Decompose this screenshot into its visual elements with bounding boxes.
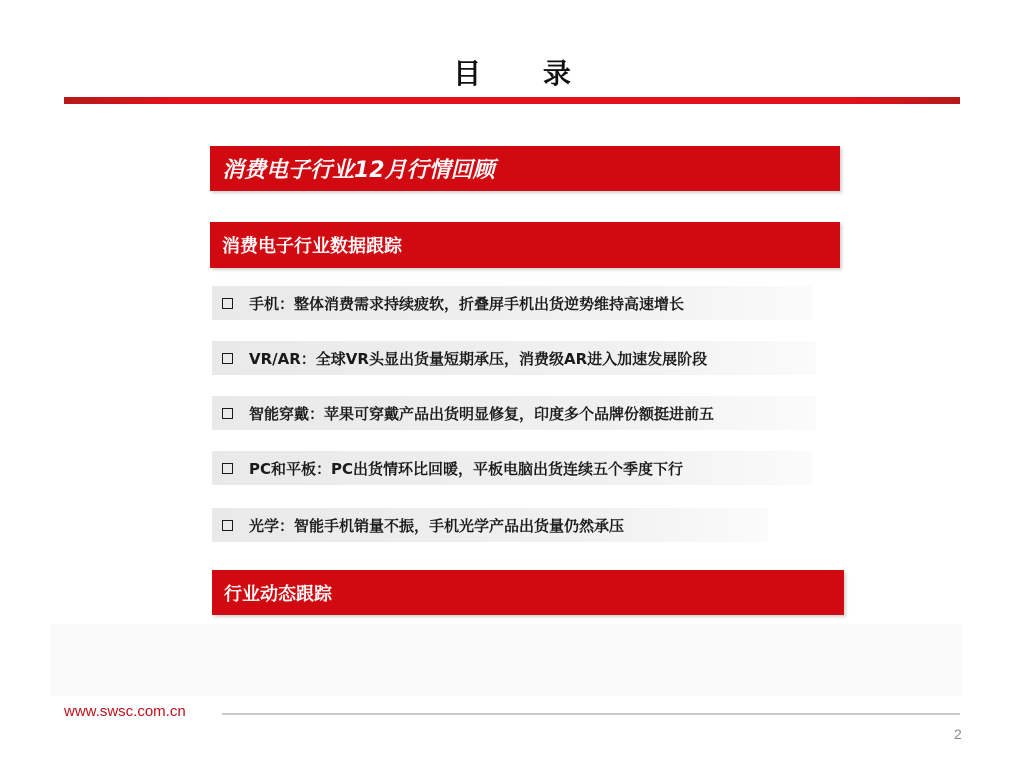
bullet-icon: [222, 353, 233, 364]
section-dynamics-label: 行业动态跟踪: [224, 583, 332, 605]
toc-item-pc-tablet[interactable]: [212, 451, 812, 485]
section-dynamics[interactable]: [212, 570, 844, 615]
section-tracking[interactable]: [210, 222, 840, 268]
toc-item-label: 手机：整体消费需求持续疲软，折叠屏手机出货逆势维持高速增长: [249, 294, 685, 313]
background-panel: [50, 624, 962, 696]
bullet-icon: [222, 408, 233, 419]
toc-item-label: 智能穿戴：苹果可穿戴产品出货明显修复，印度多个品牌份额挺进前五: [249, 404, 715, 423]
toc-item-label: 光学：智能手机销量不振，手机光学产品出货量仍然承压: [249, 516, 625, 535]
section-review-label: 消费电子行业12月行情回顾: [222, 158, 495, 183]
page-title: 目 录: [453, 57, 597, 90]
bullet-icon: [222, 298, 233, 309]
footer-url-link[interactable]: www.swsc.com.cn: [64, 703, 186, 720]
footer-divider: [222, 713, 960, 715]
toc-item-label: PC和平板：PC出货情环比回暖，平板电脑出货连续五个季度下行: [249, 459, 684, 478]
bullet-icon: [222, 463, 233, 474]
bullet-icon: [222, 520, 233, 531]
page-number: 2: [954, 726, 962, 742]
toc-item-optics[interactable]: [212, 508, 768, 542]
title-underline: [64, 97, 960, 104]
section-tracking-label: 消费电子行业数据跟踪: [222, 236, 402, 257]
toc-item-wearables[interactable]: [212, 396, 816, 430]
section-review[interactable]: [210, 146, 840, 191]
toc-item-label: VR/AR：全球VR头显出货量短期承压，消费级AR进入加速发展阶段: [249, 349, 708, 368]
toc-item-vr-ar[interactable]: [212, 341, 816, 375]
toc-item-phone[interactable]: [212, 286, 812, 320]
